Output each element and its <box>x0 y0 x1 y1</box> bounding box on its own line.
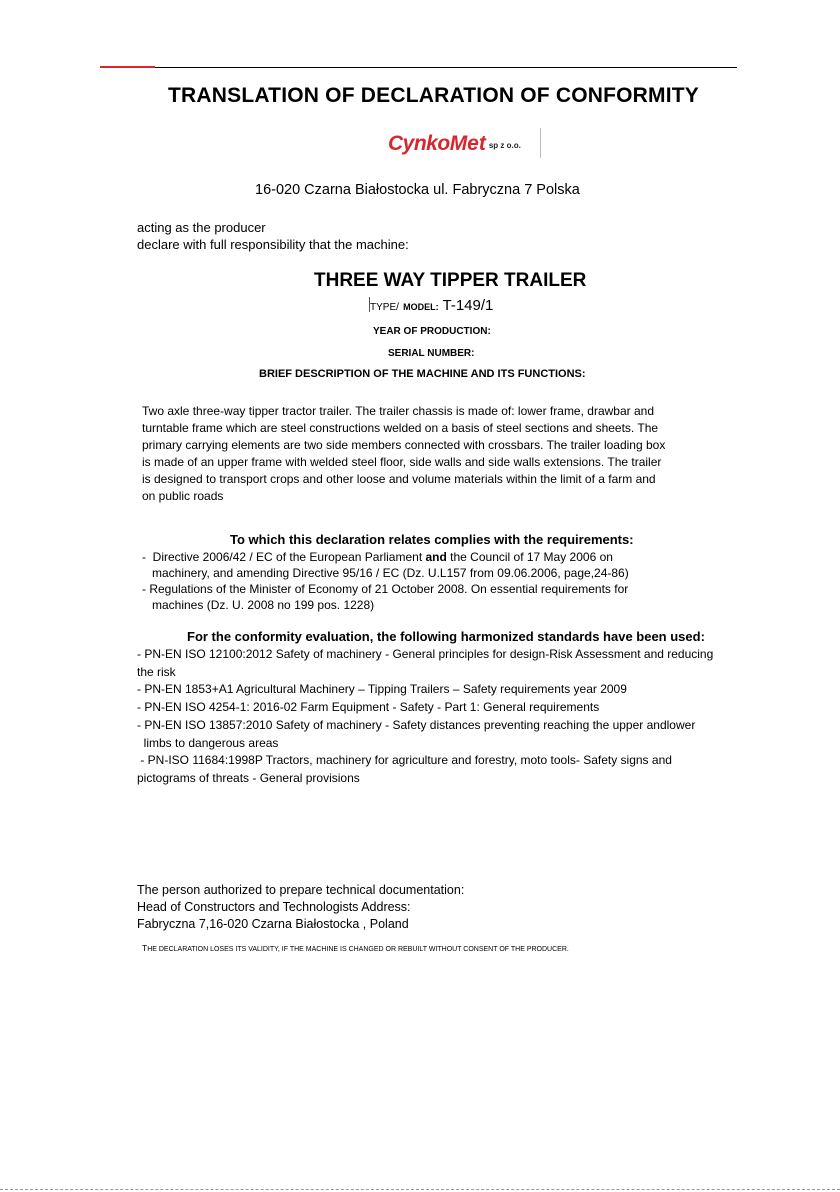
person-line: Fabryczna 7,16-020 Czarna Białostocka , Poland <box>137 917 409 931</box>
standard-line: limbs to dangerous areas <box>137 735 279 750</box>
standard-line: - PN-ISO 11684:1998P Tractors, machinery for agriculture and forestry, moto tools- Safety signs and <box>137 753 672 768</box>
standard-line: - PN-EN ISO 12100:2012 Safety of machinery - General principles for design-Risk Assessment and reducing <box>137 647 714 661</box>
description-line: is made of an upper frame with welded steel floor, side walls and side walls extensions. The trailer <box>142 455 662 469</box>
requirement-line: - Regulations of the Minister of Economy of 21 October 2008. On essential requirements for <box>142 582 629 596</box>
standards-heading: For the conformity evaluation, the following harmonized standards have been used: <box>187 629 705 644</box>
logo-part-1: Cynko <box>388 132 450 155</box>
type-model-line <box>369 297 493 314</box>
requirement-text: the Council of 17 May 2006 on <box>446 550 613 564</box>
requirement-line: machines (Dz. U. 2008 no 199 pos. 1228) <box>142 598 375 612</box>
header-rule-accent <box>100 66 155 68</box>
description-line: primary carrying elements are two side members connected with crossbars. The trailer loading box <box>142 438 666 452</box>
intro-line: acting as the producer <box>137 220 266 235</box>
serial-number-label: SERIAL NUMBER: <box>388 348 475 359</box>
person-line: The person authorized to prepare technical documentation: <box>137 883 465 897</box>
model-value: T-149/1 <box>442 297 494 314</box>
requirement-text: - Directive 2006/42 / EC of the European Parliament <box>142 550 426 564</box>
requirement-line: machinery, and amending Directive 95/16 / EC (Dz. U.L157 from 09.06.2006, page,24-86) <box>142 566 629 580</box>
intro-line: declare with full responsibility that the machine: <box>137 237 409 252</box>
standard-line: - PN-EN ISO 13857:2010 Safety of machinery - Safety distances preventing reaching the upper andlower <box>137 717 696 732</box>
requirements-heading: To which this declaration relates complies with the requirements: <box>230 532 634 547</box>
intro-text <box>137 219 409 253</box>
person-line: Head of Constructors and Technologists Address: <box>137 900 411 914</box>
logo-suffix: sp z o.o. <box>488 141 521 150</box>
model-label: MODEL: <box>403 302 439 312</box>
machine-description <box>142 403 722 505</box>
machine-name: THREE WAY TIPPER TRAILER <box>314 270 587 291</box>
standard-line: - PN-EN ISO 4254-1: 2016-02 Farm Equipment - Safety - Part 1: General requirements <box>137 700 600 715</box>
description-line: Two axle three-way tipper tractor trailer. The trailer chassis is made of: lower frame, drawbar and <box>142 404 654 418</box>
header-rule <box>100 67 737 68</box>
company-logo <box>388 132 521 156</box>
authorized-person-block <box>137 882 464 933</box>
type-label: TYPE/ <box>370 302 399 313</box>
requirement-line <box>142 549 629 565</box>
standard-line: - PN-EN 1853+A1 Agricultural Machinery – Tipping Trailers – Safety requirements year 2009 <box>137 682 627 697</box>
validity-footnote <box>142 943 569 953</box>
year-of-production-label: YEAR OF PRODUCTION: <box>373 326 491 337</box>
standards-list <box>137 646 713 788</box>
standard-line: the risk <box>137 664 176 679</box>
logo-divider <box>540 128 541 158</box>
requirement-emphasis: and <box>425 550 447 564</box>
description-line: on public roads <box>142 489 224 503</box>
standard-line: pictograms of threats - General provisions <box>137 770 360 785</box>
document-title: TRANSLATION OF DECLARATION OF CONFORMITY <box>168 84 700 107</box>
footnote-text: HE DECLARATION LOSES ITS VALIDITY, IF THE MACHINE IS CHANGED OR REBUILT WITHOUT CONSENT OF THE PRODUCER. <box>147 946 569 953</box>
description-line: is designed to transport crops and other loose and volume materials within the limit of a farm and <box>142 472 656 486</box>
logo-part-2: Met <box>449 132 486 155</box>
description-line: turntable frame which are steel constructions welded on a basis of steel sections and sheets. The <box>142 421 659 435</box>
company-address: 16-020 Czarna Białostocka ul. Fabryczna 7 Polska <box>255 182 580 198</box>
footnote-initial: T <box>142 943 148 953</box>
requirements-list <box>142 549 629 613</box>
brief-description-heading: BRIEF DESCRIPTION OF THE MACHINE AND ITS FUNCTIONS: <box>259 368 586 380</box>
